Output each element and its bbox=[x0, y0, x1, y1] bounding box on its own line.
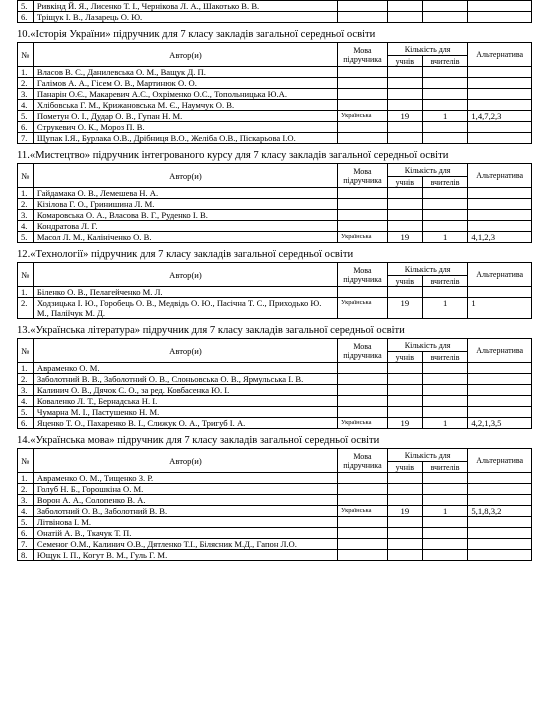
row-author: Онатій А. В., Ткачук Т. П. bbox=[33, 528, 337, 539]
row-language bbox=[338, 484, 388, 495]
row-author: Комаровська О. А., Власова В. Г., Руденко І. В. bbox=[33, 210, 337, 221]
row-language bbox=[338, 210, 388, 221]
header-number: № bbox=[18, 164, 34, 188]
row-language: Українська bbox=[338, 111, 388, 122]
row-author: Заболотний В. В., Заболотний О. В., Слоньовська О. В., Ярмульська І. В. bbox=[33, 374, 337, 385]
row-teachers-count bbox=[422, 396, 468, 407]
row-pupils-count bbox=[387, 188, 422, 199]
row-author: Тріщук І. В., Лазарець О. Ю. bbox=[33, 12, 337, 23]
row-author: Власов В. С., Данилевська О. М., Ващук Д. П. bbox=[33, 67, 337, 78]
row-pupils-count bbox=[387, 221, 422, 232]
textbook-section bbox=[17, 435, 532, 561]
header-language: Мова підручника bbox=[338, 263, 388, 287]
row-number: 5. bbox=[18, 407, 34, 418]
header-teachers: вчителів bbox=[422, 462, 468, 473]
header-teachers: вчителів bbox=[422, 352, 468, 363]
sections-container bbox=[17, 29, 532, 561]
header-teachers: вчителів bbox=[422, 177, 468, 188]
row-pupils-count: 19 bbox=[387, 232, 422, 243]
row-alternative bbox=[468, 539, 532, 550]
section-table bbox=[17, 42, 532, 144]
row-author: Біленко О. В., Пелагейченко М. Л. bbox=[33, 287, 337, 298]
row-teachers-count bbox=[422, 528, 468, 539]
row-number: 5. bbox=[18, 232, 34, 243]
row-alternative bbox=[468, 133, 532, 144]
row-pupils-count bbox=[387, 407, 422, 418]
row-alternative bbox=[468, 374, 532, 385]
table-row bbox=[18, 287, 532, 298]
row-teachers-count bbox=[422, 199, 468, 210]
header-teachers: вчителів bbox=[422, 276, 468, 287]
row-number: 2. bbox=[18, 199, 34, 210]
header-alternative: Альтернатива bbox=[468, 449, 532, 473]
header-language: Мова підручника bbox=[338, 339, 388, 363]
row-number: 3. bbox=[18, 89, 34, 100]
header-author: Автор(и) bbox=[33, 449, 337, 473]
table-header-row bbox=[18, 449, 532, 462]
table-row bbox=[18, 374, 532, 385]
row-language bbox=[338, 122, 388, 133]
header-teachers: вчителів bbox=[422, 56, 468, 67]
row-language bbox=[338, 188, 388, 199]
row-language bbox=[338, 473, 388, 484]
row-author: Голуб Н. Б., Горошкіна О. М. bbox=[33, 484, 337, 495]
row-author: Пометун О. І., Дудар О. В., Гупан Н. М. bbox=[33, 111, 337, 122]
row-teachers-count bbox=[422, 385, 468, 396]
row-number: 4. bbox=[18, 506, 34, 517]
table-row bbox=[18, 484, 532, 495]
row-author: Кізілова Г. О., Гринишина Л. М. bbox=[33, 199, 337, 210]
header-language: Мова підручника bbox=[338, 164, 388, 188]
row-language: Українська bbox=[338, 232, 388, 243]
row-alternative bbox=[468, 550, 532, 561]
row-pupils-count: 19 bbox=[387, 506, 422, 517]
row-author: Коваленко Л. Т., Бернадська Н. І. bbox=[33, 396, 337, 407]
row-pupils-count bbox=[387, 528, 422, 539]
section-title: 12.«Технології» підручник для 7 класу закладів загальної середньої освіти bbox=[17, 249, 354, 260]
row-teachers-count bbox=[422, 363, 468, 374]
row-pupils-count bbox=[387, 550, 422, 561]
row-number: 1. bbox=[18, 473, 34, 484]
row-number: 4. bbox=[18, 221, 34, 232]
row-alternative bbox=[468, 67, 532, 78]
header-pupils: учнів bbox=[387, 276, 422, 287]
header-pupils: учнів bbox=[387, 177, 422, 188]
row-number: 6. bbox=[18, 122, 34, 133]
top-continuation-table bbox=[17, 0, 532, 23]
header-author: Автор(и) bbox=[33, 339, 337, 363]
row-teachers-count bbox=[422, 67, 468, 78]
row-alternative bbox=[468, 210, 532, 221]
row-number: 6. bbox=[18, 418, 34, 429]
row-author: Ходзицька І. Ю., Горобець О. В., Медвідь О. Ю., Пасічна Т. С., Приходько Ю. М., Паліїчук М. Д. bbox=[33, 298, 337, 319]
row-alternative bbox=[468, 199, 532, 210]
table-row bbox=[18, 418, 532, 429]
row-author: Авраменко О. М. bbox=[33, 363, 337, 374]
row-alternative bbox=[468, 517, 532, 528]
row-pupils-count bbox=[387, 287, 422, 298]
table-row bbox=[18, 133, 532, 144]
row-alternative bbox=[468, 528, 532, 539]
row-alternative bbox=[468, 385, 532, 396]
header-author: Автор(и) bbox=[33, 43, 337, 67]
section-title: 10.«Історія України» підручник для 7 класу закладів загальної середньої освіти bbox=[17, 29, 376, 40]
row-alternative: 1,4,7,2,3 bbox=[468, 111, 532, 122]
row-pupils-count bbox=[387, 484, 422, 495]
row-number: 2. bbox=[18, 374, 34, 385]
table-row bbox=[18, 1, 532, 12]
row-language: Українська bbox=[338, 506, 388, 517]
row-alternative bbox=[468, 122, 532, 133]
row-author: Струкевич О. К., Мороз П. В. bbox=[33, 122, 337, 133]
header-pupils: учнів bbox=[387, 352, 422, 363]
table-row bbox=[18, 506, 532, 517]
table-row bbox=[18, 550, 532, 561]
row-teachers-count bbox=[422, 287, 468, 298]
table-row bbox=[18, 78, 532, 89]
row-author: Авраменко О. М., Тищенко З. Р. bbox=[33, 473, 337, 484]
header-author: Автор(и) bbox=[33, 263, 337, 287]
table-row bbox=[18, 363, 532, 374]
row-number: 6. bbox=[18, 12, 34, 23]
row-pupils-count bbox=[387, 100, 422, 111]
row-author: Калинич О. В., Дячок С. О., за ред. Ковбасенка Ю. І. bbox=[33, 385, 337, 396]
table-row bbox=[18, 385, 532, 396]
header-number: № bbox=[18, 263, 34, 287]
header-pupils: учнів bbox=[387, 56, 422, 67]
row-language bbox=[338, 78, 388, 89]
row-author: Семеног О.М., Калинич О.В., Дятленко Т.І., Білясник М.Д., Гапон Л.О. bbox=[33, 539, 337, 550]
section-table bbox=[17, 338, 532, 429]
table-row bbox=[18, 298, 532, 319]
row-teachers-count bbox=[422, 550, 468, 561]
table-row bbox=[18, 232, 532, 243]
row-number: 2. bbox=[18, 484, 34, 495]
table-row bbox=[18, 111, 532, 122]
table-row bbox=[18, 528, 532, 539]
table-row bbox=[18, 199, 532, 210]
table-row bbox=[18, 473, 532, 484]
table-row bbox=[18, 407, 532, 418]
table-row bbox=[18, 12, 532, 23]
row-pupils-count bbox=[387, 133, 422, 144]
row-pupils-count bbox=[387, 78, 422, 89]
row-pupils-count: 19 bbox=[387, 418, 422, 429]
row-number: 1. bbox=[18, 287, 34, 298]
table-row bbox=[18, 495, 532, 506]
table-header-row bbox=[18, 164, 532, 177]
header-count: Кількість для bbox=[387, 449, 468, 462]
row-teachers-count bbox=[422, 473, 468, 484]
row-pupils-count: 19 bbox=[387, 111, 422, 122]
textbook-section bbox=[17, 29, 532, 144]
header-count: Кількість для bbox=[387, 43, 468, 56]
row-teachers-count bbox=[422, 539, 468, 550]
row-teachers-count bbox=[422, 78, 468, 89]
row-language bbox=[338, 539, 388, 550]
row-teachers-count bbox=[422, 122, 468, 133]
section-table bbox=[17, 448, 532, 561]
table-header-row bbox=[18, 339, 532, 352]
row-teachers-count bbox=[422, 407, 468, 418]
row-number: 4. bbox=[18, 100, 34, 111]
row-teachers-count bbox=[422, 100, 468, 111]
row-alternative bbox=[468, 473, 532, 484]
row-author: Щупак І.Я., Бурлака О.В., Дрібниця В.О., Желіба О.В., Піскарьова І.О. bbox=[33, 133, 337, 144]
row-alternative: 4,2,1,3,5 bbox=[468, 418, 532, 429]
row-number: 5. bbox=[18, 111, 34, 122]
section-rows bbox=[18, 287, 532, 319]
row-pupils-count bbox=[387, 495, 422, 506]
row-pupils-count bbox=[387, 210, 422, 221]
row-number: 5. bbox=[18, 1, 34, 12]
row-language bbox=[338, 374, 388, 385]
section-rows bbox=[18, 67, 532, 144]
row-teachers-count: 1 bbox=[422, 418, 468, 429]
table-row bbox=[18, 210, 532, 221]
table-row bbox=[18, 89, 532, 100]
row-number: 7. bbox=[18, 133, 34, 144]
row-teachers-count: 1 bbox=[422, 111, 468, 122]
row-author: Літвінова І. М. bbox=[33, 517, 337, 528]
row-teachers-count: 1 bbox=[422, 232, 468, 243]
header-author: Автор(и) bbox=[33, 164, 337, 188]
row-language bbox=[338, 407, 388, 418]
row-pupils-count bbox=[387, 363, 422, 374]
row-number: 8. bbox=[18, 550, 34, 561]
section-title: 13.«Українська література» підручник для 7 класу закладів загальної середньої освіти bbox=[17, 325, 405, 336]
section-rows bbox=[18, 188, 532, 243]
row-author: Масол Л. М., Калініченко О. В. bbox=[33, 232, 337, 243]
row-language: Українська bbox=[338, 418, 388, 429]
header-alternative: Альтернатива bbox=[468, 43, 532, 67]
table-row bbox=[18, 100, 532, 111]
row-teachers-count bbox=[422, 374, 468, 385]
row-alternative bbox=[468, 287, 532, 298]
row-author: Заболотний О. В., Заболотний В. В. bbox=[33, 506, 337, 517]
section-rows bbox=[18, 363, 532, 429]
row-number: 6. bbox=[18, 528, 34, 539]
header-language: Мова підручника bbox=[338, 449, 388, 473]
row-author: Ворон А. А., Солопенко В. А. bbox=[33, 495, 337, 506]
row-author: Галімов А. А., Гісем О. В., Мартинюк О. О. bbox=[33, 78, 337, 89]
header-number: № bbox=[18, 449, 34, 473]
row-language bbox=[338, 517, 388, 528]
row-teachers-count bbox=[422, 484, 468, 495]
row-language bbox=[338, 287, 388, 298]
row-teachers-count bbox=[422, 221, 468, 232]
row-alternative: 5,1,8,3,2 bbox=[468, 506, 532, 517]
document-page bbox=[17, 0, 532, 561]
row-number: 3. bbox=[18, 495, 34, 506]
section-table bbox=[17, 163, 532, 243]
row-author: Чумарна М. І., Пастушенко Н. М. bbox=[33, 407, 337, 418]
row-language bbox=[338, 528, 388, 539]
row-alternative bbox=[468, 363, 532, 374]
section-table bbox=[17, 262, 532, 319]
row-alternative bbox=[468, 407, 532, 418]
row-alternative bbox=[468, 188, 532, 199]
textbook-section bbox=[17, 325, 532, 429]
row-language bbox=[338, 385, 388, 396]
section-rows bbox=[18, 473, 532, 561]
row-teachers-count bbox=[422, 495, 468, 506]
table-row bbox=[18, 122, 532, 133]
row-alternative: 1 bbox=[468, 298, 532, 319]
row-pupils-count bbox=[387, 122, 422, 133]
row-alternative bbox=[468, 89, 532, 100]
header-alternative: Альтернатива bbox=[468, 164, 532, 188]
row-author: Кондратова Л. Г. bbox=[33, 221, 337, 232]
row-language bbox=[338, 199, 388, 210]
row-language bbox=[338, 133, 388, 144]
row-pupils-count bbox=[387, 385, 422, 396]
row-teachers-count bbox=[422, 89, 468, 100]
row-language bbox=[338, 396, 388, 407]
row-pupils-count bbox=[387, 89, 422, 100]
row-language bbox=[338, 550, 388, 561]
table-row bbox=[18, 517, 532, 528]
row-teachers-count bbox=[422, 133, 468, 144]
row-language: Українська bbox=[338, 298, 388, 319]
row-pupils-count bbox=[387, 539, 422, 550]
row-number: 3. bbox=[18, 210, 34, 221]
header-alternative: Альтернатива bbox=[468, 339, 532, 363]
row-pupils-count bbox=[387, 473, 422, 484]
table-row bbox=[18, 221, 532, 232]
row-pupils-count bbox=[387, 374, 422, 385]
header-count: Кількість для bbox=[387, 339, 468, 352]
row-language bbox=[338, 89, 388, 100]
header-pupils: учнів bbox=[387, 462, 422, 473]
row-number: 3. bbox=[18, 385, 34, 396]
row-language bbox=[338, 100, 388, 111]
row-language bbox=[338, 221, 388, 232]
row-language bbox=[338, 363, 388, 374]
row-number: 4. bbox=[18, 396, 34, 407]
row-language bbox=[338, 67, 388, 78]
row-language bbox=[338, 495, 388, 506]
table-row bbox=[18, 539, 532, 550]
row-author: Яценко Т. О., Пахаренко В. І., Слижук О. А., Тригуб І. А. bbox=[33, 418, 337, 429]
row-teachers-count bbox=[422, 188, 468, 199]
header-count: Кількість для bbox=[387, 164, 468, 177]
row-author: Ривкінд Й. Я., Лисенко Т. І., Чернікова Л. А., Шакотько В. В. bbox=[33, 1, 337, 12]
row-number: 7. bbox=[18, 539, 34, 550]
row-number: 1. bbox=[18, 188, 34, 199]
row-teachers-count bbox=[422, 210, 468, 221]
row-alternative bbox=[468, 484, 532, 495]
table-header-row bbox=[18, 263, 532, 276]
header-number: № bbox=[18, 43, 34, 67]
table-row bbox=[18, 396, 532, 407]
row-alternative bbox=[468, 221, 532, 232]
section-title: 11.«Мистецтво» підручник інтегрованого курсу для 7 класу закладів загальної середньої освіти bbox=[17, 150, 449, 161]
row-alternative bbox=[468, 495, 532, 506]
row-alternative bbox=[468, 100, 532, 111]
header-alternative: Альтернатива bbox=[468, 263, 532, 287]
table-row bbox=[18, 67, 532, 78]
row-alternative bbox=[468, 78, 532, 89]
row-pupils-count: 19 bbox=[387, 298, 422, 319]
row-alternative: 4,1,2,3 bbox=[468, 232, 532, 243]
row-pupils-count bbox=[387, 199, 422, 210]
row-pupils-count bbox=[387, 67, 422, 78]
row-number: 2. bbox=[18, 298, 34, 319]
row-author: Хлібовська Г. М., Крижановська М. Є., Наумчук О. В. bbox=[33, 100, 337, 111]
header-number: № bbox=[18, 339, 34, 363]
row-number: 1. bbox=[18, 363, 34, 374]
table-header-row bbox=[18, 43, 532, 56]
row-teachers-count bbox=[422, 517, 468, 528]
row-teachers-count: 1 bbox=[422, 506, 468, 517]
section-title: 14.«Українська мова» підручник для 7 класу закладів загальної середньої освіти bbox=[17, 435, 380, 446]
row-author: Панарін О.Є., Макаревич А.С., Охріменко О.С., Топольницька Ю.А. bbox=[33, 89, 337, 100]
header-language: Мова підручника bbox=[338, 43, 388, 67]
row-number: 2. bbox=[18, 78, 34, 89]
row-author: Гайдамака О. В., Лемешева Н. А. bbox=[33, 188, 337, 199]
row-teachers-count: 1 bbox=[422, 298, 468, 319]
header-count: Кількість для bbox=[387, 263, 468, 276]
textbook-section bbox=[17, 249, 532, 319]
row-alternative bbox=[468, 396, 532, 407]
row-pupils-count bbox=[387, 517, 422, 528]
row-number: 5. bbox=[18, 517, 34, 528]
table-row bbox=[18, 188, 532, 199]
row-pupils-count bbox=[387, 396, 422, 407]
row-author: Ющук І. П., Когут В. М., Гуль Г. М. bbox=[33, 550, 337, 561]
textbook-section bbox=[17, 150, 532, 243]
row-number: 1. bbox=[18, 67, 34, 78]
